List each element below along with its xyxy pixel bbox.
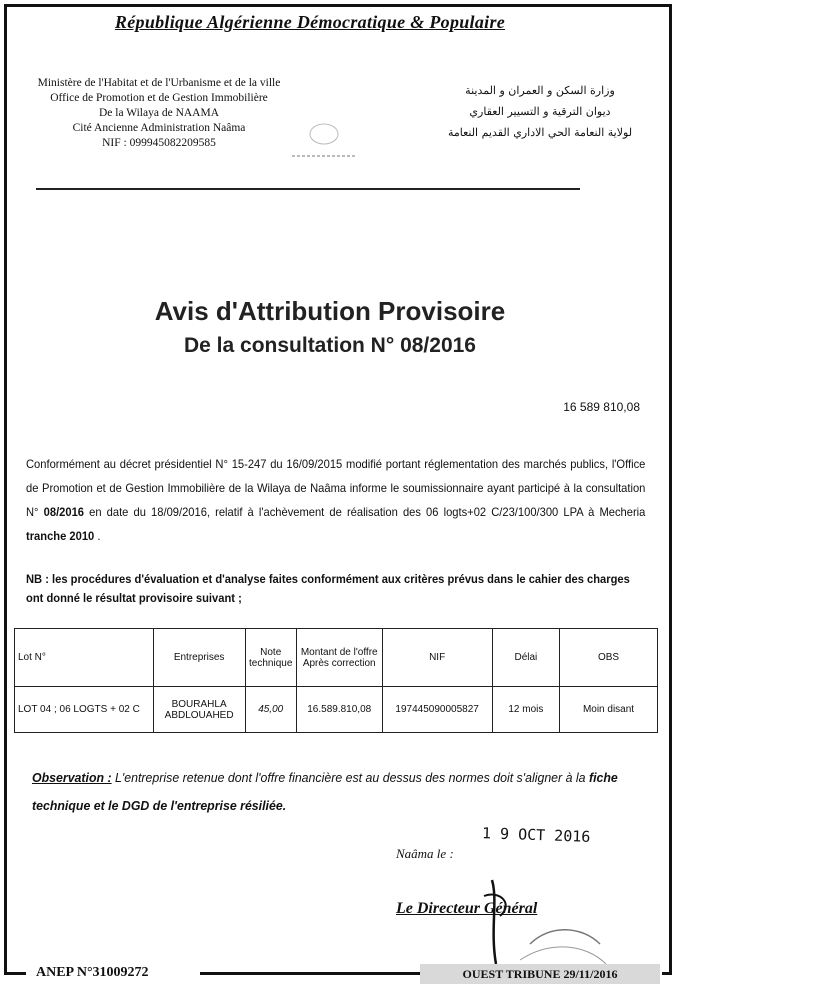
header-delai: Délai bbox=[492, 629, 559, 687]
observation bbox=[32, 764, 640, 820]
observation-text-bold: fiche technique et le DGD de l'entreprise résiliée. bbox=[32, 770, 618, 813]
date-stamp: 1 9 OCT 2016 bbox=[481, 824, 591, 846]
observation-label: Observation : bbox=[32, 770, 112, 785]
header-divider bbox=[36, 188, 580, 190]
date-label: Naâma le : bbox=[396, 846, 454, 861]
french-letterhead bbox=[14, 76, 304, 151]
cell-nif: 197445090005827 bbox=[382, 687, 492, 733]
observation-text: L'entreprise retenue dont l'offre financière est au dessus des normes doit s'aligner à la bbox=[111, 770, 589, 785]
frame-border bbox=[4, 972, 26, 975]
letterhead-line: لولاية النعامة الحي الاداري القديم النعامة bbox=[447, 126, 633, 139]
notice-subtitle: De la consultation N° 08/2016 bbox=[183, 334, 476, 357]
faded-stamp-logo bbox=[284, 118, 364, 162]
director-signature-title: Le Directeur Général bbox=[396, 900, 538, 917]
paragraph-text: Conformément au décret présidentiel N° 15-247 du 16/09/2015 modifié portant réglementation des marchés publics, l'Office de Promotion et de Gestion Immobilière de la Wilaya de Naâma informe le soumissionnaire ayant participé à la consultation N° bbox=[26, 457, 646, 519]
anep-reference: ANEP N°31009272 bbox=[32, 965, 153, 981]
arabic-letterhead bbox=[430, 80, 650, 143]
republic-heading: République Algérienne Démocratique & Populaire bbox=[114, 12, 506, 32]
header-note: Note technique bbox=[245, 629, 296, 687]
letterhead-line: Cité Ancienne Administration Naâma bbox=[72, 122, 246, 134]
header-nif: NIF bbox=[382, 629, 492, 687]
amount-value: 16 589 810,08 bbox=[563, 400, 640, 414]
cell-note: 45,00 bbox=[245, 687, 296, 733]
letterhead-line: ديوان الترقية و التسيير العقاري bbox=[469, 105, 611, 118]
header-montant: Montant de l'offre Après correction bbox=[296, 629, 382, 687]
table-header-row bbox=[15, 629, 658, 687]
cell-lot: LOT 04 ; 06 LOGTS + 02 C bbox=[15, 687, 154, 733]
table-row bbox=[15, 687, 658, 733]
letterhead-line: Ministère de l'Habitat et de l'Urbanisme et de la ville bbox=[37, 77, 281, 89]
letterhead-line: Office de Promotion et de Gestion Immobilière bbox=[50, 92, 268, 104]
publication-reference: OUEST TRIBUNE 29/11/2016 bbox=[420, 964, 660, 984]
header-lot: Lot N° bbox=[15, 629, 154, 687]
cell-delai: 12 mois bbox=[492, 687, 559, 733]
header-obs: OBS bbox=[560, 629, 658, 687]
consultation-number: 08/2016 bbox=[43, 505, 85, 519]
cell-obs: Moin disant bbox=[560, 687, 658, 733]
frame-border bbox=[200, 972, 420, 975]
cell-montant: 16.589.810,08 bbox=[296, 687, 382, 733]
cell-entreprise: BOURAHLA ABDLOUAHED bbox=[153, 687, 245, 733]
paragraph-text: . bbox=[94, 529, 101, 543]
header-entreprises: Entreprises bbox=[153, 629, 245, 687]
paragraph-text: en date du 18/09/2016, relatif à l'achèvement de réalisation des 06 logts+02 C/23/100/300 LPA à Mecheria bbox=[84, 505, 646, 519]
letterhead-line: وزارة السكن و العمران و المدينة bbox=[465, 84, 615, 97]
notice-title: Avis d'Attribution Provisoire bbox=[154, 296, 506, 326]
notice-paragraph bbox=[26, 452, 645, 548]
tranche-label: tranche 2010 bbox=[26, 529, 95, 543]
frame-border bbox=[662, 972, 672, 975]
letterhead-line: NIF : 099945082209585 bbox=[102, 137, 216, 149]
results-table bbox=[14, 628, 658, 733]
letterhead-line: De la Wilaya de NAAMA bbox=[98, 107, 220, 119]
nb-note: NB : les procédures d'évaluation et d'analyse faites conformément aux critères prévus dans le cahier des charges ont donné le résultat provisoire suivant ; bbox=[26, 572, 630, 605]
